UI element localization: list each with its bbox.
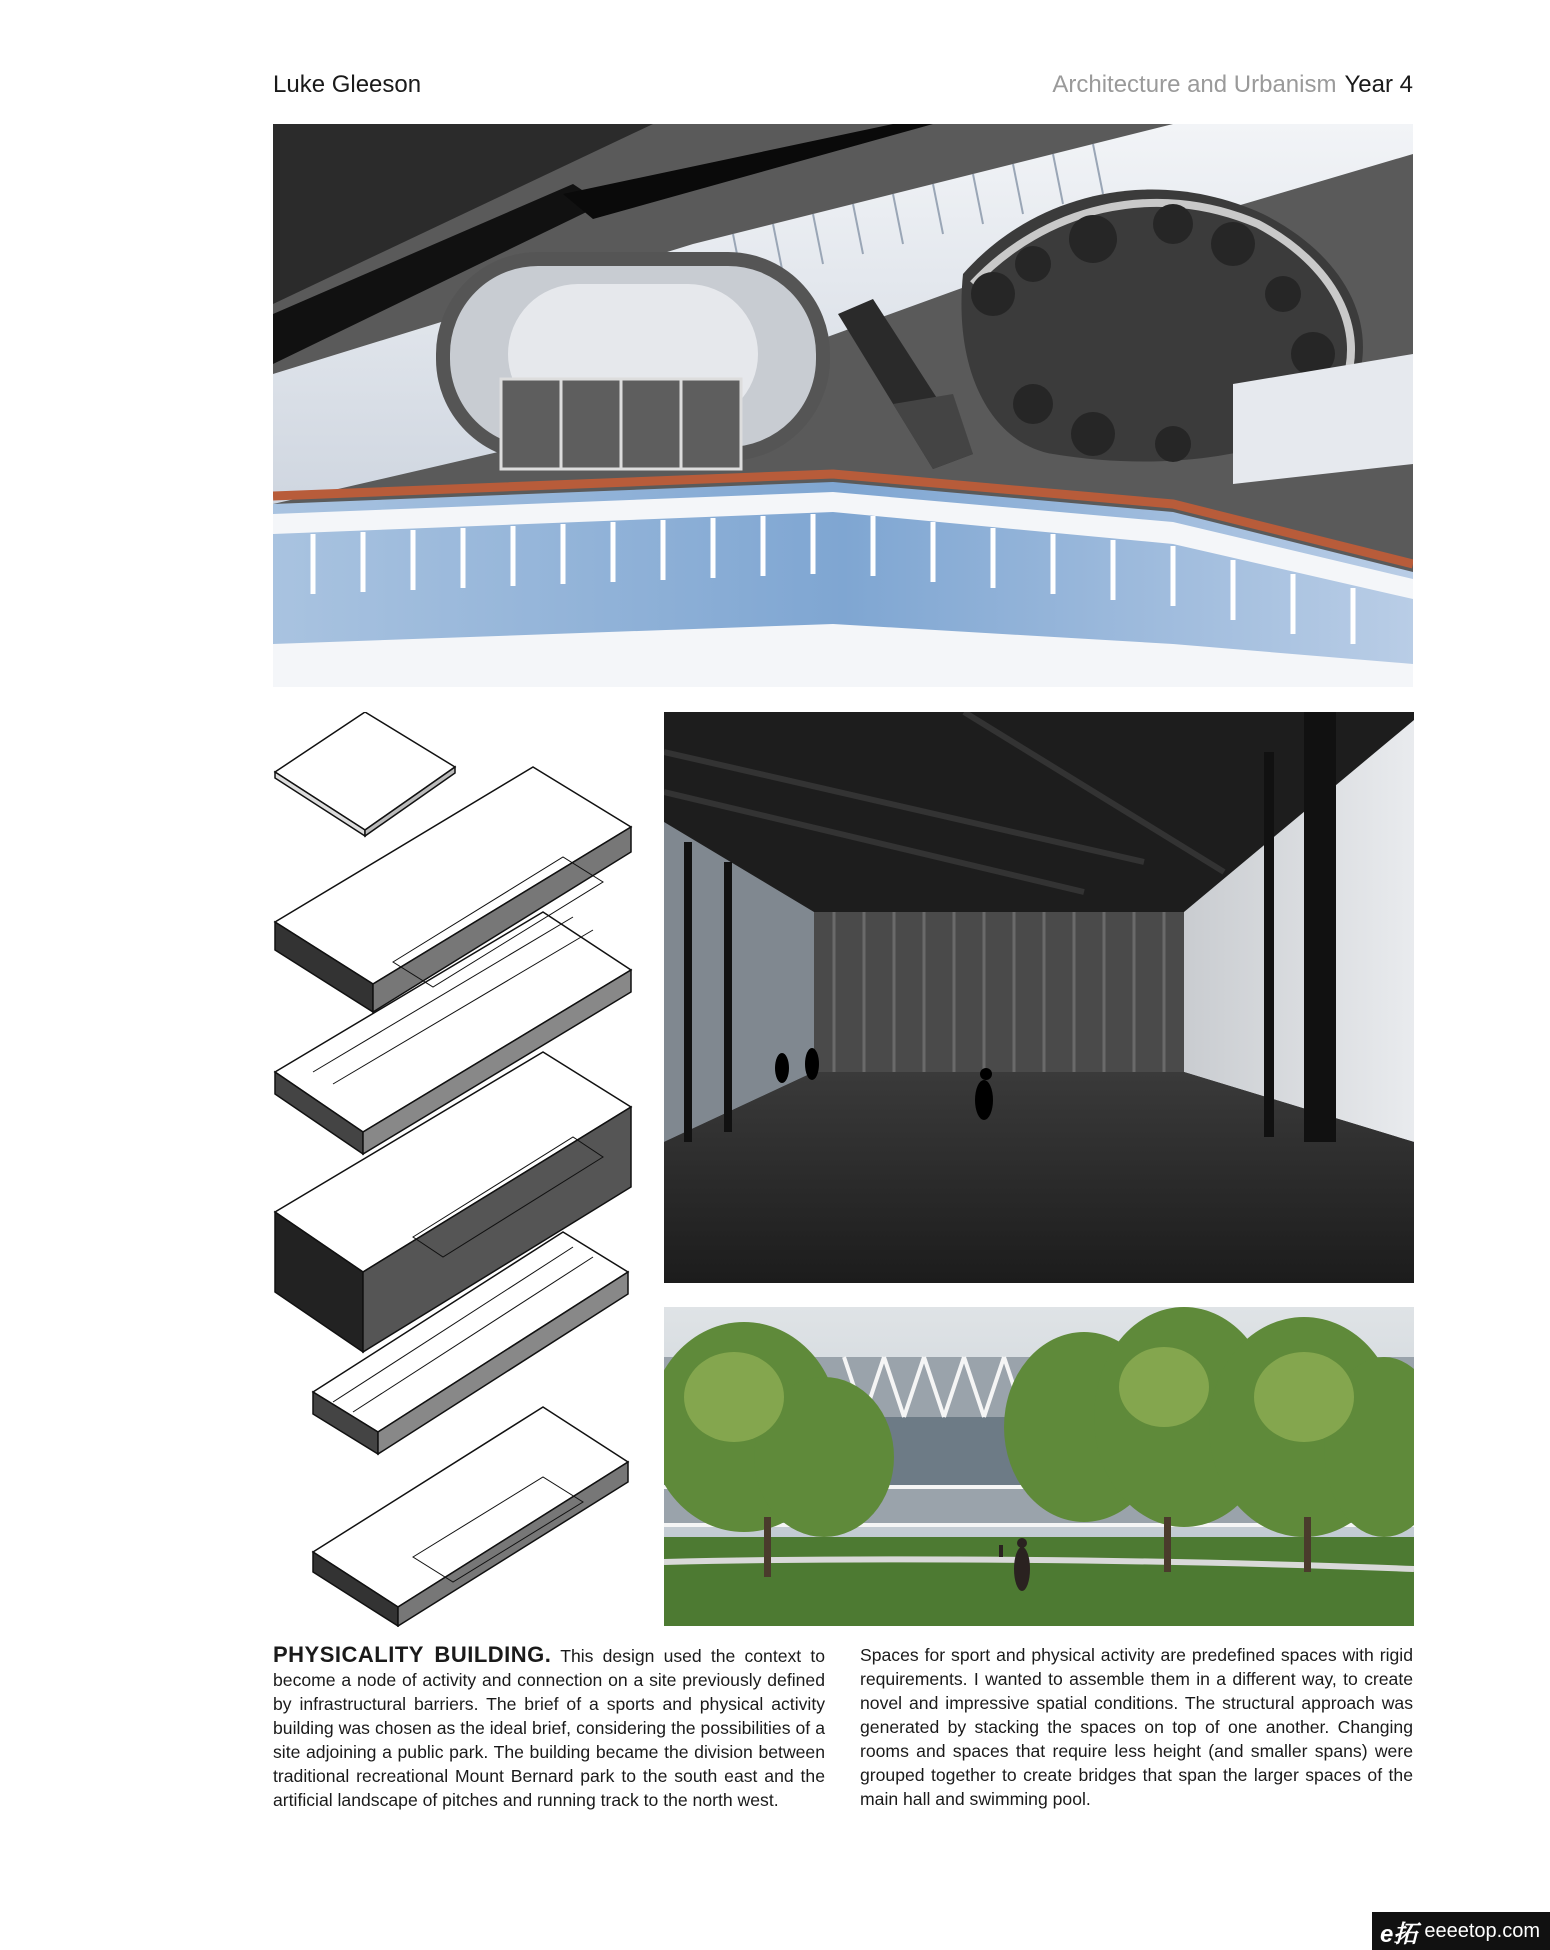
program-name: Architecture and Urbanism bbox=[1052, 71, 1337, 98]
exploded-axonometric-drawing bbox=[273, 712, 635, 1627]
description-right bbox=[860, 1643, 1413, 1811]
description-left bbox=[273, 1643, 825, 1812]
site-plan-image bbox=[273, 124, 1413, 687]
watermark bbox=[1372, 1912, 1550, 1950]
year-label: Year 4 bbox=[1344, 71, 1413, 98]
description-right-text: Spaces for sport and physical activity are predefined spaces with rigid requirements. I wanted to assemble them in a different way, to create novel and impressive spatial conditions. The structural approach was generated by stacking the spaces on top of one another. Changing rooms and spaces that require less height (and smaller spans) were grouped together to create bridges that span the larger spaces of the main hall and swimming pool. bbox=[860, 1645, 1413, 1809]
interior-hall-image bbox=[664, 712, 1414, 1283]
project-title: PHYSICALITY BUILDING. bbox=[273, 1642, 552, 1667]
watermark-mark: e拓 bbox=[1380, 1920, 1418, 1948]
exterior-park-image bbox=[664, 1307, 1414, 1626]
description-left-text: This design used the context to become a node of activity and connection on a site previously defined by infrastructural barriers. The brief of a sports and physical activity building was chosen as the ideal brief, considering the possibilities of a site adjoining a public park. The building became the division between traditional recreational Mount Bernard park to the south east and the artificial landscape of pitches and running track to the north west. bbox=[273, 1646, 825, 1810]
author-name: Luke Gleeson bbox=[273, 71, 422, 98]
watermark-site: eeeetop.com bbox=[1424, 1919, 1540, 1942]
header-right bbox=[1052, 71, 1413, 99]
